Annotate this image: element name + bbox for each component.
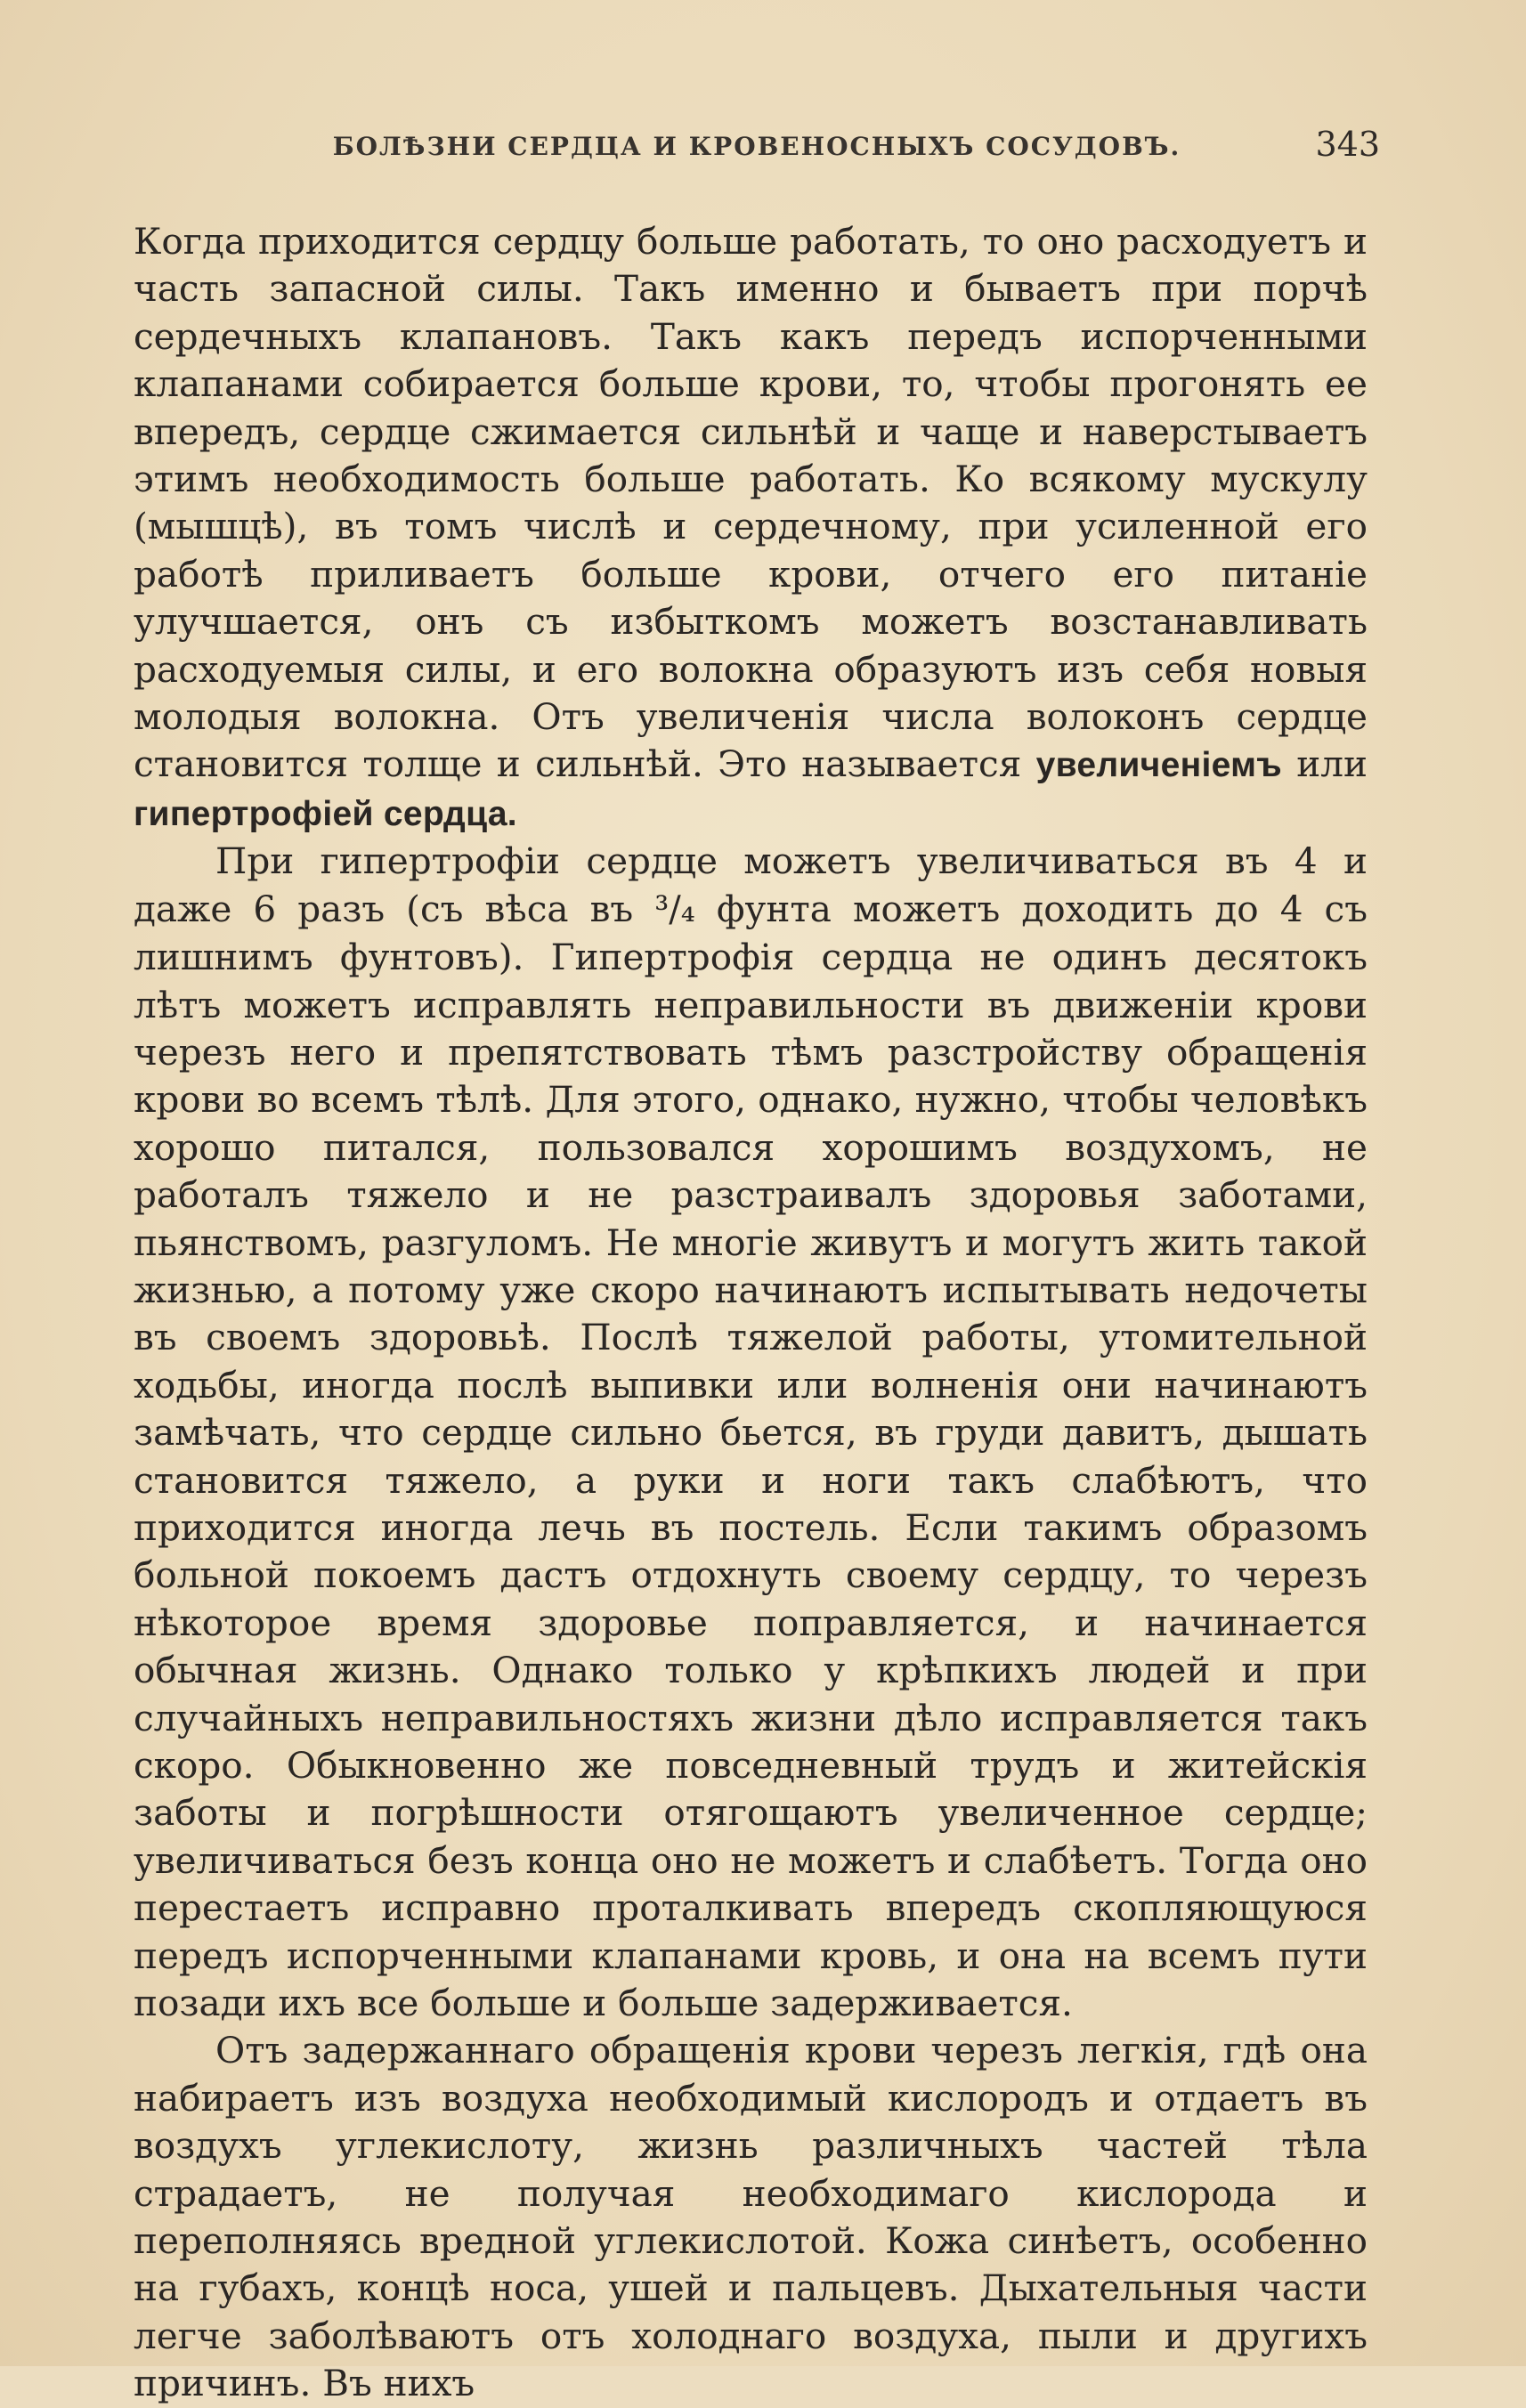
body-text — [134, 218, 1368, 2408]
paragraph-1-text-a: Когда приходится сердцу больше работать, то оно расходуетъ и часть запасной силы. Такъ именно и бываетъ при порчѣ сердечныхъ клапановъ. Такъ какъ передъ испорченными клапанами собирается больше крови, то, чтобы прогонять ее впередъ, сердце сжимается сильнѣй и чаще и наверстываетъ этимъ необходимость больше работать. Ко всякому мускулу (мышцѣ), въ томъ числѣ и сердечному, при усиленной его работѣ приливаетъ больше крови, отчего его питаніе улучшается, онъ съ избыткомъ можетъ возстанавливать расходуемыя силы, и его волокна образуютъ изъ себя новыя молодыя волокна. Отъ увеличенія числа волоконъ сердце становится толще и сильнѣй. Это называется — [134, 220, 1368, 786]
paragraph-2-text-b: фунта можетъ доходить до 4 съ лишнимъ фунтовъ). Гипертрофія сердца не одинъ десятокъ лѣтъ можетъ исправлять неправильности въ движеніи крови черезъ него и препятствовать тѣмъ разстройству обращенія крови во всемъ тѣлѣ. Для этого, однако, нужно, чтобы человѣкъ хорошо питался, пользовался хорошимъ воздухомъ, не работалъ тяжело и не разстраивалъ здоровья заботами, пьянствомъ, разгуломъ. Не многіе живутъ и могутъ жить такой жизнью, а потому уже скоро начинаютъ испытывать недочеты въ своемъ здоровьѣ. Послѣ тяжелой работы, утомительной ходьбы, иногда послѣ выпивки или волненія они начинаютъ замѣчать, что сердце сильно бьется, въ груди давитъ, дышать становится тяжело, а руки и ноги такъ слабѣютъ, что приходится иногда лечь въ постель. Если такимъ образомъ больной покоемъ дастъ отдохнуть своему сердцу, то черезъ нѣкоторое время здоровье поправляется, и начинается обычная жизнь. Однако только у крѣпкихъ людей и при случайныхъ неправильностяхъ жизни дѣло исправляется такъ скоро. Обыкновенно же повседневный трудъ и житейскія заботы и погрѣшности отягощаютъ увеличенное сердце; увеличиваться безъ конца оно не можетъ и слабѣетъ. Тогда оно перестаетъ исправно проталкивать впередъ скопляющуюся передъ испорченными клапанами кровь, и она на всемъ пути позади ихъ все больше и больше задерживается. — [134, 887, 1368, 2025]
running-head — [134, 125, 1380, 176]
paragraph-1-text-b: или — [1281, 742, 1368, 786]
page-number: 343 — [1315, 125, 1380, 164]
paragraph-2 — [134, 838, 1368, 2027]
paragraph-1 — [134, 218, 1368, 838]
paragraph-2-text-a: При гипертрофіи сердце можетъ увеличиваться въ 4 и даже 6 разъ (съ вѣса въ — [134, 839, 1368, 930]
term-hypertrophy-ru: увеличеніемъ — [1035, 746, 1282, 785]
fraction-three-quarters: ³/₄ — [654, 888, 695, 930]
term-hypertrophy-heart: гипертрофіей сердца. — [134, 794, 517, 833]
running-title: БОЛѢЗНИ СЕРДЦА И КРОВЕНОСНЫХЪ СОСУДОВЪ. — [332, 132, 1181, 161]
paragraph-3: Отъ задержаннаго обращенія крови черезъ легкія, гдѣ она набираетъ изъ воздуха необходимый кислородъ и отдаетъ въ воздухъ углекислоту, жизнь различныхъ частей тѣла страдаетъ, не получая необходимаго кислорода и переполняясь вредной углекислотой. Кожа синѣетъ, особенно на губахъ, концѣ носа, ушей и пальцевъ. Дыхательныя части легче заболѣваютъ отъ холоднаго воздуха, пыли и другихъ причинъ. Въ нихъ — [134, 2029, 1368, 2405]
